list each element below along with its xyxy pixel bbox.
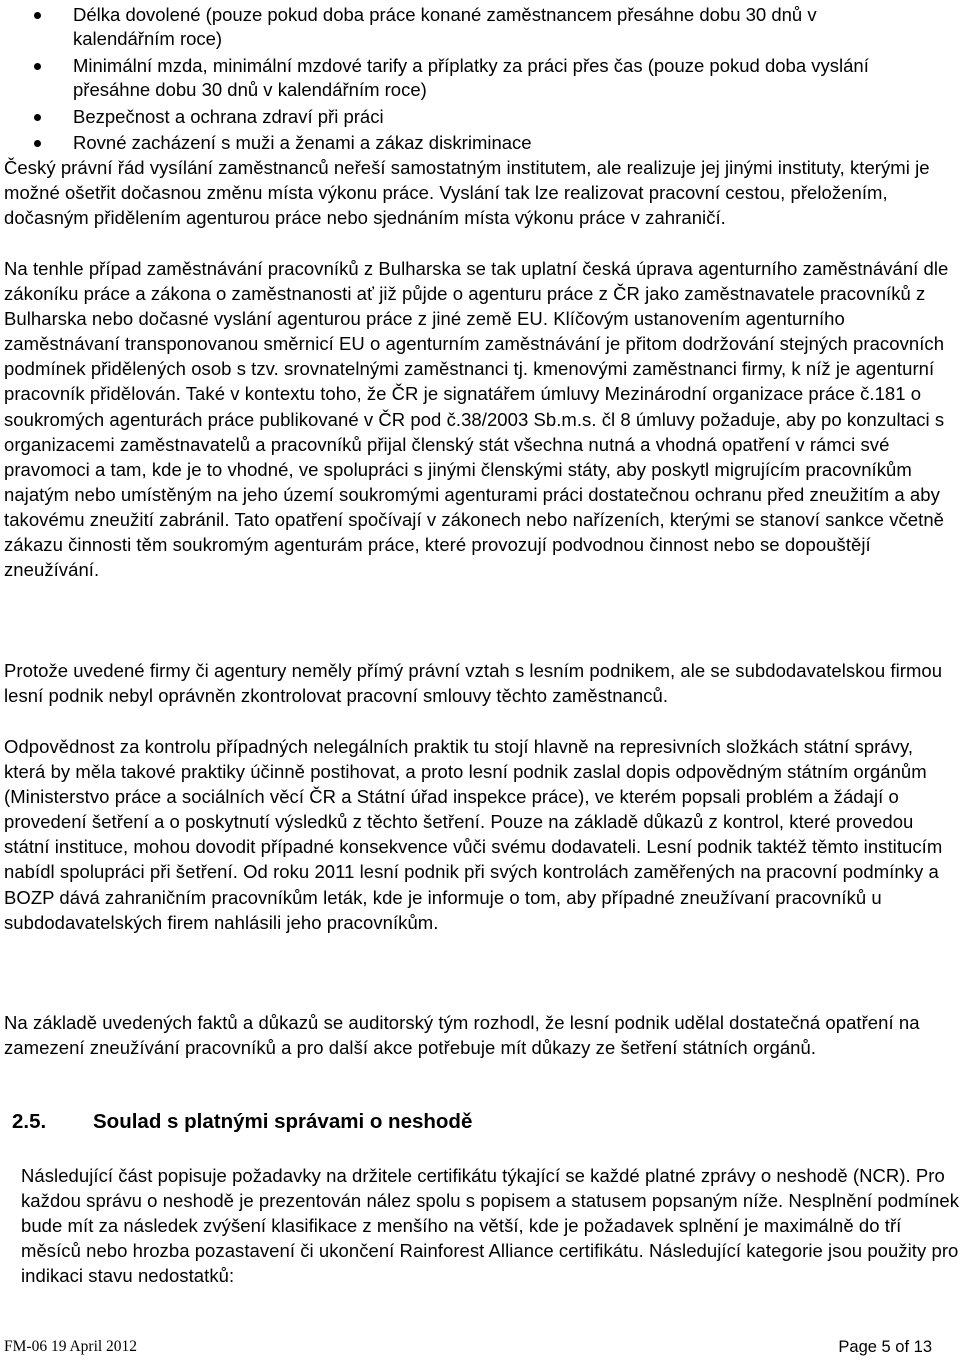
paragraph-audit-decision: Na základě uvedených faktů a důkazů se auditorský tým rozhodl, že lesní podnik udělal dostatečná opatření na zamezení zneužívání pracovníků a pro další akce potřebuje mít důkazy ze šetření státních orgánů. <box>4 1012 920 1059</box>
paragraph-dispatch-law: Český právní řád vysílání zaměstnanců neřeší samostatným institutem, ale realizuje jej jinými instituty, kterými je možné ošetřit dočasnou změnu místa výkonu práce. Vyslání tak lze realizovat pracovní cestou, přeložením, dočasným přidělením agenturou práce nebo sjednáním místa výkonu práce v zahraničí. <box>4 157 930 229</box>
footer-document-id: FM-06 19 April 2012 <box>4 1338 138 1355</box>
bullet-icon <box>34 12 41 19</box>
list-item-text: Délka dovolené (pouze pokud doba práce konané zaměstnancem přesáhne dobu 30 dnů v kalendářním roce) <box>73 4 817 50</box>
list-item <box>0 105 960 129</box>
bullet-icon <box>34 63 41 70</box>
section-title: Soulad s platnými správami o neshodě <box>93 1110 473 1133</box>
list-item <box>0 3 960 52</box>
paragraph-agency-employment: Na tenhle případ zaměstnávání pracovníků z Bulharska se tak uplatní česká úprava agenturního zaměstnávání dle zákoníku práce a zákona o zaměstnanosti ať již půjde o agenturu práce z ČR jako zaměstnavatele pracovníků z Bulharska nebo dočasné vyslání agenturou práce z jiné země EU. Klíčovým ustanovením agenturního zaměstnávaní transponovanou směrnicí EU o agenturním zaměstnávání je přitom dodržování stejných pracovních podmínek přidělených osob s tzv. srovnatelnými zaměstnanci tj. kmenovými zaměstnanci firmy, k níž je agenturní pracovník přidělován. Také v kontextu toho, že ČR je signatářem úmluvy Mezinárodní organizace práce č.181 o soukromých agenturách práce publikované v ČR pod č.38/2003 Sb.m.s. čl 8 úmluvy požaduje, aby po konzultaci s organizacemi zaměstnavatelů a pracovníků přijal členský stát všechna nutná a vhodná opatření v rámci své pravomoci a tam, kde je to vhodné, ve spolupráci s jinými členskými státy, aby poskytl migrujícím pracovníkům najatým nebo umístěným na jeho území soukromými agenturami práci dostatečnou ochranu před zneužitím a aby takovému zneužití zabránil. Tato opatření spočívají v zákonech nebo nařízeních, kterými se stanoví sankce včetně zákazu činnosti těm soukromým agenturám práce, které provozují podvodnou činnost nebo se dopouštějí zneužívání. <box>4 258 949 581</box>
list-item-text: Bezpečnost a ochrana zdraví při práci <box>73 106 384 127</box>
list-item <box>0 131 960 155</box>
paragraph-no-legal-relationship: Protože uvedené firmy či agentury neměly přímý právní vztah s lesním podnikem, ale se subdodavatelskou firmou lesní podnik nebyl oprávněn zkontrolovat pracovní smlouvy těchto zaměstnanců. <box>4 660 943 707</box>
list-item <box>0 54 960 103</box>
paragraph-responsibility: Odpovědnost za kontrolu případných nelegálních praktik tu stojí hlavně na represivních složkách státní správy, která by měla takové praktiky účinně postihovat, a proto lesní podnik zaslal dopis odpovědným státním orgánům (Ministerstvo práce a sociálních věcí ČR a Státní úřad inspekce práce), ve kterém popsali problém a žádají o provedení šetření a o poskytnutí výsledků z těchto šetření. Pouze na základě důkazů z kontrol, které provedou státní instituce, mohou dovodit případné konsekvence vůči svému dodavateli. Lesní podnik taktéž těmto institucím nabídl spolupráci při šetření. Od roku 2011 lesní podnik při svých kontrolách zaměřených na pracovní podmínky a BOZP dává zahraničním pracovníkům leták, kde je informuje o tom, aby případné zneužívaní pracovníků u subdodavatelských firem nahlásili jeho pracovníkům. <box>4 736 943 933</box>
bullet-icon <box>34 114 41 121</box>
bullet-icon <box>34 140 41 147</box>
list-item-text: Minimální mzda, minimální mzdové tarify a příplatky za práci přes čas (pouze pokud doba vyslání přesáhne dobu 30 dnů v kalendářním roce) <box>73 55 869 101</box>
section-body: Následující část popisuje požadavky na držitele certifikátu týkající se každé platné zprávy o neshodě (NCR). Pro každou správu o neshodě je prezentován nález spolu s popisem a statusem popsaným níže. Nesplnění podmínek bude mít za následek zvýšení klasifikace z menšího na větší, kde je požadavek splnění je maximálně do tří měsíců nebo hrozba pozastavení či ukončení Rainforest Alliance certifikátu. Následující kategorie jsou použity pro indikaci stavu nedostatků: <box>21 1165 960 1287</box>
section-number: 2.5. <box>12 1110 47 1133</box>
list-item-text: Rovné zacházení s muži a ženami a zákaz diskriminace <box>73 132 532 153</box>
section-heading <box>12 1108 472 1136</box>
footer-page-number: Page 5 of 13 <box>838 1338 932 1356</box>
